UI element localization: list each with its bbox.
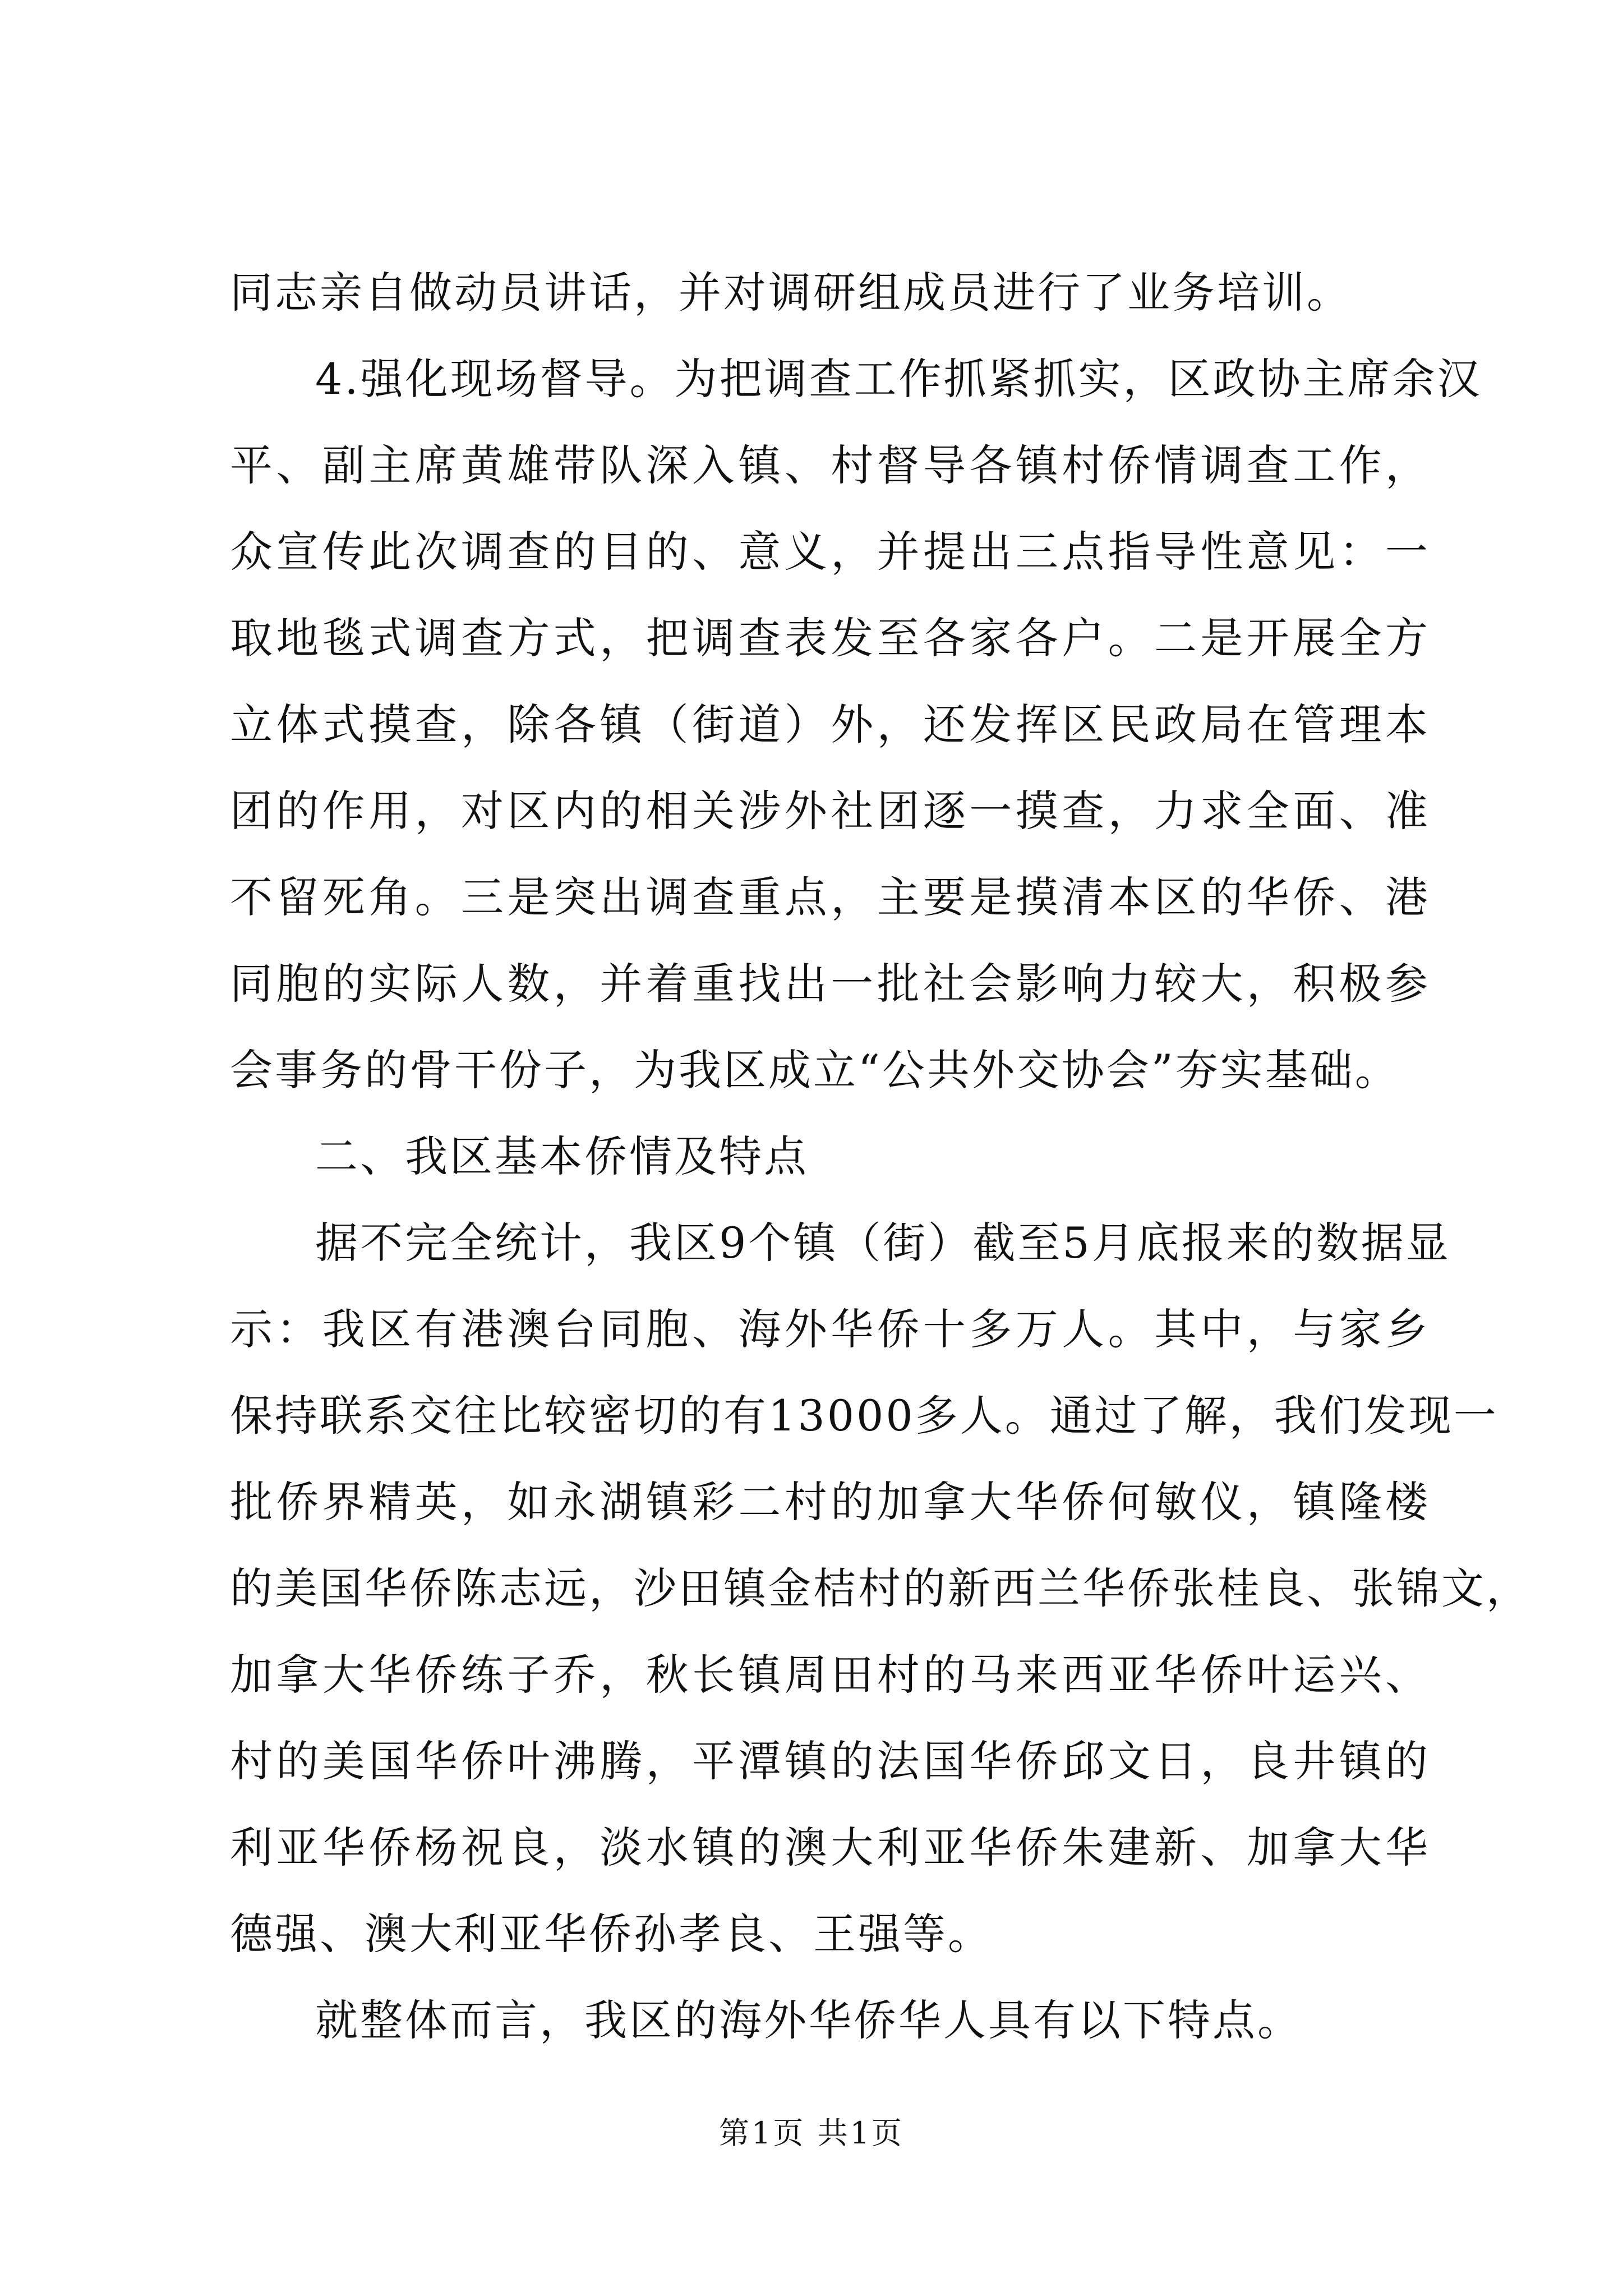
paragraph-line: 会事务的骨干份子，为我区成立“公共外交协会”夯实基础。 xyxy=(230,1045,1400,1095)
paragraph-line: 批侨界精英，如永湖镇彩二村的加拿大华侨何敏仪，镇隆楼 xyxy=(230,1477,1430,1527)
section-heading: 二、我区基本侨情及特点 xyxy=(315,1131,809,1181)
paragraph-line: 立体式摸查，除各镇（街道）外，还发挥区民政局在管理本 xyxy=(230,700,1430,749)
paragraph-line: 众宣传此次调查的目的、意义，并提出三点指导性意见：一 xyxy=(230,527,1430,577)
paragraph-line: 就整体而言，我区的海外华侨华人具有以下特点。 xyxy=(315,1995,1302,2045)
paragraph-line: 4.强化现场督导。为把调查工作抓紧抓实，区政协主席余汉 xyxy=(315,354,1482,404)
paragraph-line: 不留死角。三是突出调查重点，主要是摸清本区的华侨、港 xyxy=(230,872,1430,922)
paragraph-line: 的美国华侨陈志远，沙田镇金桔村的新西兰华侨张桂良、张锦文， xyxy=(230,1563,1531,1613)
paragraph-line: 德强、澳大利亚华侨孙孝良、王强等。 xyxy=(230,1909,993,1959)
paragraph-line: 利亚华侨杨祝良，淡水镇的澳大利亚华侨朱建新、加拿大华 xyxy=(230,1823,1430,1872)
paragraph-line: 据不完全统计，我区9个镇（街）截至5月底报来的数据显 xyxy=(315,1218,1451,1268)
paragraph-line: 加拿大华侨练子乔，秋长镇周田村的马来西亚华侨叶运兴、 xyxy=(230,1650,1430,1700)
paragraph-line: 同胞的实际人数，并着重找出一批社会影响力较大，积极参 xyxy=(230,959,1430,1009)
body-text xyxy=(230,250,1531,2064)
paragraph-line: 示：我区有港澳台同胞、海外华侨十多万人。其中，与家乡 xyxy=(230,1304,1430,1354)
paragraph-line: 村的美国华侨叶沸腾，平潭镇的法国华侨邱文日，良井镇的 xyxy=(230,1736,1430,1786)
page-footer: 第1页 共1页 xyxy=(719,2115,904,2151)
paragraph-line: 同志亲自做动员讲话，并对调研组成员进行了业务培训。 xyxy=(230,268,1352,318)
paragraph-line: 团的作用，对区内的相关涉外社团逐一摸查，力求全面、准 xyxy=(230,786,1430,836)
paragraph-line: 取地毯式调查方式，把调查表发至各家各户。二是开展全方 xyxy=(230,613,1430,663)
paragraph-line: 平、副主席黄雄带队深入镇、村督导各镇村侨情调查工作， xyxy=(230,440,1430,490)
paragraph-line: 保持联系交往比较密切的有13000多人。通过了解，我们发现一 xyxy=(230,1391,1498,1441)
